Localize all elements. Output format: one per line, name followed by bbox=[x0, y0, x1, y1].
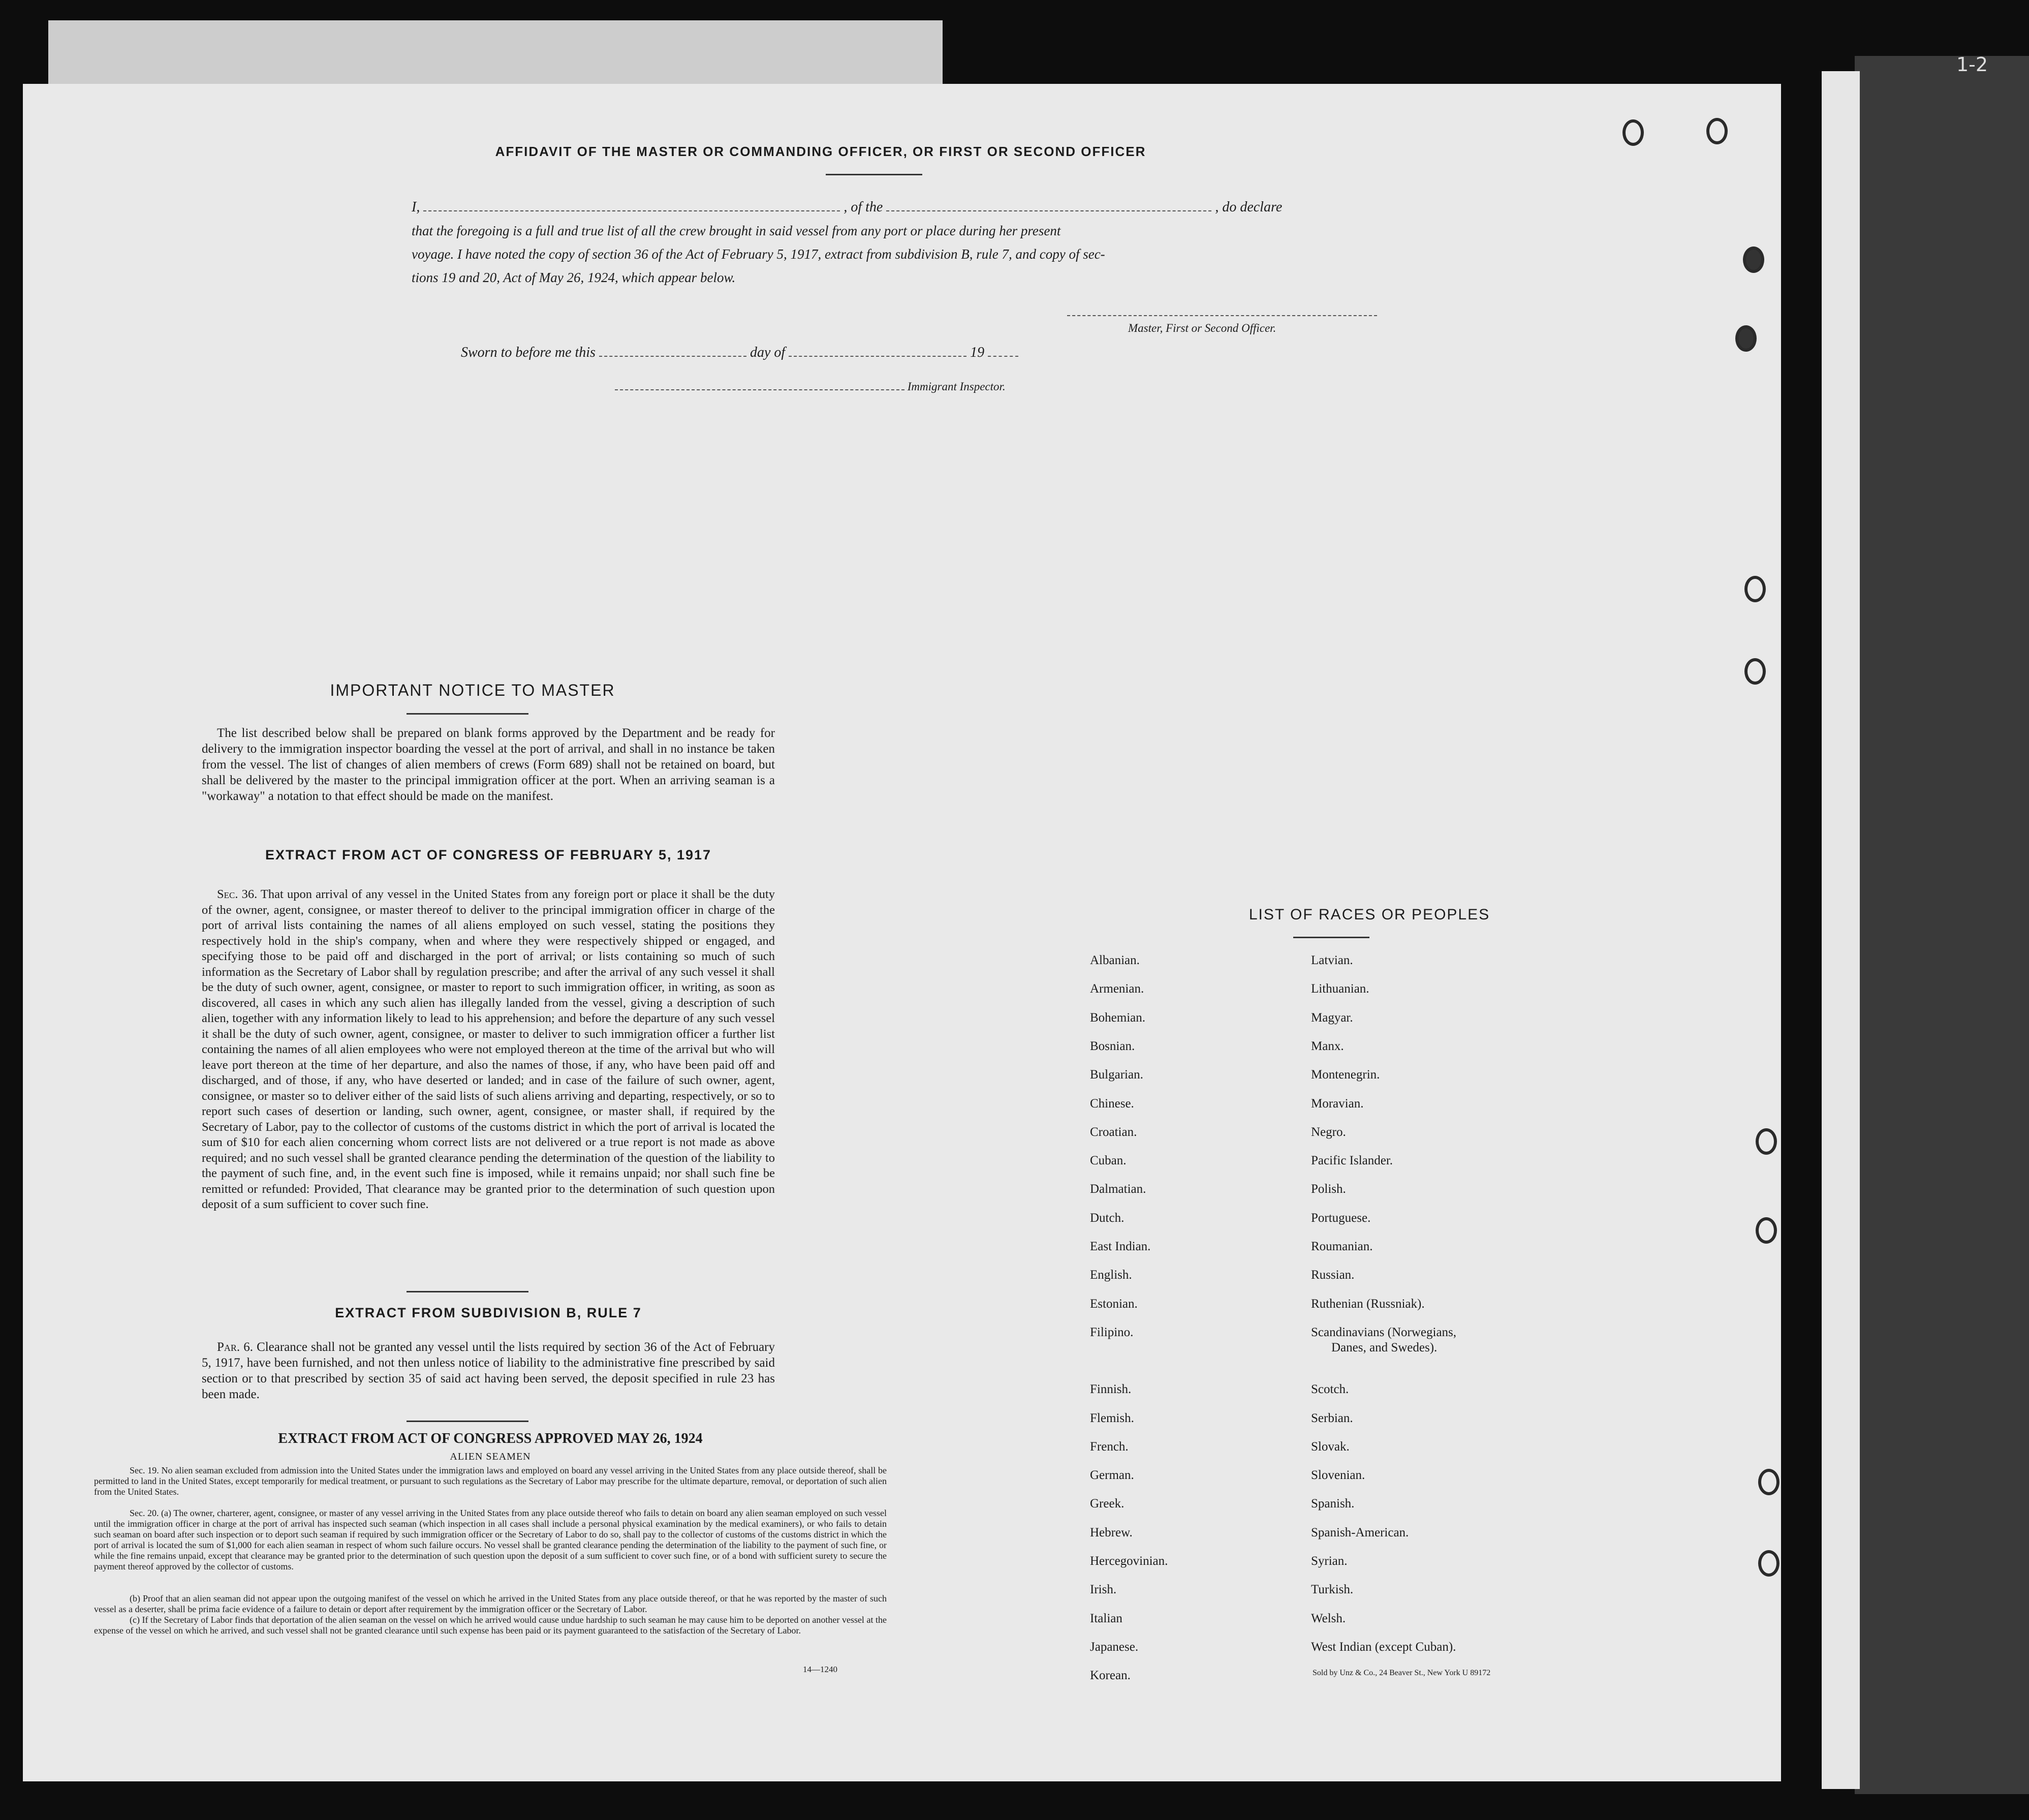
do-declare-label: , do declare bbox=[1215, 199, 1283, 215]
race-item: Greek. bbox=[1090, 1497, 1125, 1511]
race-item: Bulgarian. bbox=[1090, 1068, 1143, 1082]
race-item: Manx. bbox=[1311, 1039, 1344, 1053]
race-item: Spanish-American. bbox=[1311, 1525, 1409, 1539]
race-item: Russian. bbox=[1311, 1268, 1355, 1282]
race-item: Filipino. bbox=[1090, 1325, 1134, 1339]
printer-imprint: Sold by Unz & Co., 24 Beaver St., New York U 89172 bbox=[1313, 1669, 1491, 1677]
race-item: Lithuanian. bbox=[1311, 982, 1369, 996]
paragraph-6-text: Clearance shall not be granted any vessel until the lists required by section 36 of the Act of February 5, 1917, have been furnished, and not then unless notice of liability to the administrative fine prescribed by said section or to that prescribed by section 35 of said act having been served, the deposit specified in rule 23 has been made. bbox=[202, 1340, 775, 1401]
race-item: Pacific Islander. bbox=[1311, 1154, 1393, 1168]
race-item: West Indian (except Cuban). bbox=[1311, 1640, 1456, 1654]
year-label: 19 bbox=[970, 345, 985, 360]
race-item: Slovak. bbox=[1311, 1439, 1350, 1454]
section-19-text: Sec. 19. No alien seaman excluded from admission into the United States under the immigration laws and employed on board any vessel arriving in the United States from any place outside thereof, shall be permitted to land in the United States, except temporarily for medical treatment, or pursuant to such regulations as the Secretary of Labor may prescribe for the ultimate departure, removal, or deportation of such alien from the United States. bbox=[94, 1465, 887, 1497]
race-item: Cuban. bbox=[1090, 1154, 1127, 1168]
race-item: Spanish. bbox=[1311, 1497, 1355, 1511]
race-item: German. bbox=[1090, 1468, 1134, 1483]
of-the-label: , of the bbox=[844, 199, 883, 215]
race-item: Montenegrin. bbox=[1311, 1068, 1380, 1082]
affidavit-line-4: tions 19 and 20, Act of May 26, 1924, which appear below. bbox=[412, 270, 736, 285]
race-item: Roumanian. bbox=[1311, 1240, 1373, 1253]
race-item: French. bbox=[1090, 1439, 1129, 1454]
inspector-label: Immigrant Inspector. bbox=[907, 380, 1006, 393]
month-blank bbox=[789, 356, 966, 357]
race-item: Slovenian. bbox=[1311, 1468, 1365, 1483]
punch-hole bbox=[1756, 1217, 1777, 1244]
race-item: English. bbox=[1090, 1268, 1132, 1282]
form-page bbox=[23, 84, 1781, 1781]
section-36-label: Sec. 36. bbox=[217, 887, 258, 901]
punch-hole bbox=[1743, 246, 1764, 273]
race-item: Portuguese. bbox=[1311, 1211, 1371, 1225]
punch-hole bbox=[1744, 576, 1766, 602]
binder-background bbox=[1855, 56, 2029, 1794]
race-item: Finnish. bbox=[1090, 1382, 1132, 1397]
section-36-text: That upon arrival of any vessel in the United States from any foreign port or place it shall be the duty of the owner, agent, consignee, or master thereof to deliver to the principal immigration officer in charge of the port of arrival lists containing the names of all aliens employed on such vessel, stating the positions they respectively hold in the ship's company, when and where they were respectively shipped or engaged, and specifying those to be paid off and discharged in the port of arrival; or lists containing so much of such information as the Secretary of Labor shall by regulation prescribe; and after the arrival of any such vessel it shall be the duty of such owner, agent, consignee, or master to report to such immigration officer, in writing, as soon as discovered, all cases in which any such alien has illegally landed from the vessel, giving a description of such alien, together with any information likely to lead to his apprehension; and before the departure of any such vessel it shall be the duty of such owner, agent, consignee, or master to deliver to such immigration officer a further list containing the names of all alien employees who were not employed thereon at the time of the arrival but who will leave port thereon at the time of her departure, and also the names of those, if any, who have been paid off and discharged, and of those, if any, who have deserted or landed; and in case of the failure of such owner, agent, consignee, or master so to deliver either of the said lists of such aliens arriving and departing, respectively, or so to report such cases of desertion or landing, such owner, agent, consignee, or master shall, if required by the Secretary of Labor, pay to the collector of customs of the customs district in which the port of arrival is located the sum of $10 for each alien concerning whom correct lists are not delivered or a true report is not made as above required; and no such vessel shall be granted clearance pending the determination of the question of the liability to the payment of such fine, and, in the event such fine is imposed, while it remains unpaid; nor shall such fine be remitted or refunded: Provided, That clearance may be granted prior to the determination of such question upon deposit of a sum sufficient to cover such fine. bbox=[202, 887, 775, 1211]
race-item: Dalmatian. bbox=[1090, 1182, 1146, 1196]
race-item: Bosnian. bbox=[1090, 1039, 1135, 1053]
inspector-blank bbox=[615, 389, 904, 390]
race-item: Italian bbox=[1090, 1611, 1122, 1625]
race-item: Hebrew. bbox=[1090, 1525, 1133, 1539]
race-item: Estonian. bbox=[1090, 1297, 1138, 1311]
race-item: Croatian. bbox=[1090, 1125, 1137, 1139]
punch-hole bbox=[1735, 325, 1757, 352]
rule-7-text bbox=[202, 1339, 775, 1402]
race-item: Albanian. bbox=[1090, 953, 1140, 967]
notice-title: IMPORTANT NOTICE TO MASTER bbox=[330, 681, 615, 699]
name-blank bbox=[423, 210, 840, 211]
races-title: LIST OF RACES OR PEOPLES bbox=[1248, 906, 1490, 923]
extract-1917-text bbox=[202, 887, 775, 1213]
race-item: Scotch. bbox=[1311, 1382, 1349, 1397]
race-item: Serbian. bbox=[1311, 1411, 1353, 1425]
notice-text: The list described below shall be prepared on blank forms approved by the Department and be ready for delivery to the immigration inspector boarding the vessel at the port of arrival, and shall in no instance be taken from the vessel. The list of changes of alien members of crews (Form 689) shall not be retained on board, but shall be delivered by the master to the principal immigration officer at the port. When an arriving seaman is a "workaway" a notation to that effect should be made on the manifest. bbox=[202, 726, 775, 803]
race-item: Flemish. bbox=[1090, 1411, 1134, 1425]
race-item: Hercegovinian. bbox=[1090, 1554, 1168, 1568]
punch-hole bbox=[1756, 1128, 1777, 1155]
race-item: East Indian. bbox=[1090, 1240, 1151, 1253]
affidavit-title: AFFIDAVIT OF THE MASTER OR COMMANDING OFFICER, OR FIRST OR SECOND OFFICER bbox=[495, 144, 1146, 159]
race-item: Danes, and Swedes). bbox=[1331, 1340, 1438, 1354]
section-20b-text: (b) Proof that an alien seaman did not appear upon the outgoing manifest of the vessel on which he arrived in the United States from any place outside thereof, or that he was reported by the master of such vessel as a deserter, shall be prima facie evidence of a failure to detain or deport after requirement by the immigration officer or the Secretary of Labor. bbox=[94, 1593, 887, 1614]
divider bbox=[407, 1291, 528, 1292]
day-of-label: day of bbox=[750, 345, 786, 360]
punch-hole bbox=[1758, 1550, 1780, 1577]
sworn-label: Sworn to before me this bbox=[461, 345, 596, 360]
signature-line bbox=[1067, 315, 1377, 316]
form-number: 14—1240 bbox=[803, 1664, 837, 1674]
punch-hole bbox=[1744, 658, 1766, 685]
race-item: Irish. bbox=[1090, 1583, 1117, 1597]
race-item: Negro. bbox=[1311, 1125, 1346, 1139]
race-item: Moravian. bbox=[1311, 1096, 1364, 1110]
race-item: Scandinavians (Norwegians, bbox=[1311, 1325, 1457, 1339]
divider bbox=[407, 1421, 528, 1422]
race-item: Armenian. bbox=[1090, 982, 1144, 996]
divider bbox=[407, 713, 528, 715]
race-item: Polish. bbox=[1311, 1182, 1346, 1196]
divider bbox=[826, 174, 922, 175]
race-item: Chinese. bbox=[1090, 1096, 1134, 1110]
race-item: Korean. bbox=[1090, 1669, 1131, 1683]
race-item: Dutch. bbox=[1090, 1211, 1125, 1225]
race-item: Latvian. bbox=[1311, 953, 1353, 967]
punch-hole bbox=[1758, 1469, 1780, 1495]
affidavit-line-2: that the foregoing is a full and true list of all the crew brought in said vessel from any port or place during her present bbox=[412, 223, 1061, 238]
extract-1917-title: EXTRACT FROM ACT OF CONGRESS OF FEBRUARY 5, 1917 bbox=[265, 847, 712, 862]
punch-hole bbox=[1622, 119, 1644, 146]
extract-1924-title: EXTRACT FROM ACT OF CONGRESS APPROVED MAY 26, 1924 bbox=[278, 1431, 703, 1446]
rule-7-title: EXTRACT FROM SUBDIVISION B, RULE 7 bbox=[335, 1305, 642, 1320]
race-item: Welsh. bbox=[1311, 1611, 1346, 1625]
race-item: Syrian. bbox=[1311, 1554, 1348, 1568]
extract-1924-subtitle: ALIEN SEAMEN bbox=[450, 1451, 531, 1462]
punch-hole bbox=[1706, 118, 1728, 144]
year-blank bbox=[988, 356, 1018, 357]
affidavit-line-3: voyage. I have noted the copy of section 36 of the Act of February 5, 1917, extract from subdivision B, rule 7, and copy of sec- bbox=[412, 246, 1105, 262]
signature-label: Master, First or Second Officer. bbox=[1128, 322, 1276, 334]
race-item: Turkish. bbox=[1311, 1583, 1354, 1597]
race-item: Magyar. bbox=[1311, 1010, 1353, 1025]
divider bbox=[1293, 937, 1369, 938]
inspector-line bbox=[615, 376, 1006, 397]
corner-mark: 1-2 bbox=[1956, 53, 1988, 76]
paragraph-6-label: Par. 6. bbox=[217, 1340, 253, 1354]
race-item: Japanese. bbox=[1090, 1640, 1139, 1654]
section-20c-text: (c) If the Secretary of Labor finds that deportation of the alien seaman on the vessel on which he arrived would cause undue hardship to such seaman he may cause him to be deported on another vessel at the expense of the vessel on which he arrived, and such vessel shall not be granted clearance until such expense has been paid or its payment guaranteed to the satisfaction of the Secretary of Labor. bbox=[94, 1615, 887, 1636]
sworn-line bbox=[461, 342, 1172, 363]
binder-page-edge bbox=[1822, 71, 1860, 1789]
race-item: Ruthenian (Russniak). bbox=[1311, 1297, 1425, 1311]
section-20a-text: Sec. 20. (a) The owner, charterer, agent, consignee, or master of any vessel arriving in the United States from any place outside thereof who fails to detain on board any alien seaman employed on such vessel until the immigration officer in charge at the port of arrival has inspected such seaman (which inspection in all cases shall include a personal physical examination by the medical examiners), or who fails to detain such seaman on board after such inspection or to deport such seaman if required by such immigration officer or the Secretary of Labor to do so, shall pay to the collector of customs of the customs district in which the port of arrival is located the sum of $1,000 for each alien seaman in respect of whom such failure occurs. No vessel shall be granted clearance pending the determination of the liability to the payment of such fine, or while the fine remains unpaid, except that clearance may be granted prior to the determination of such question upon the deposit of a sum sufficient to cover such fine, or of a bond with sufficient surety to secure the payment thereof approved by the collector of customs. bbox=[94, 1508, 887, 1571]
i-label: I, bbox=[412, 199, 420, 215]
race-item: Bohemian. bbox=[1090, 1010, 1146, 1025]
day-blank bbox=[599, 356, 746, 357]
affidavit-line-1 bbox=[412, 197, 1408, 218]
vessel-blank bbox=[886, 210, 1211, 211]
